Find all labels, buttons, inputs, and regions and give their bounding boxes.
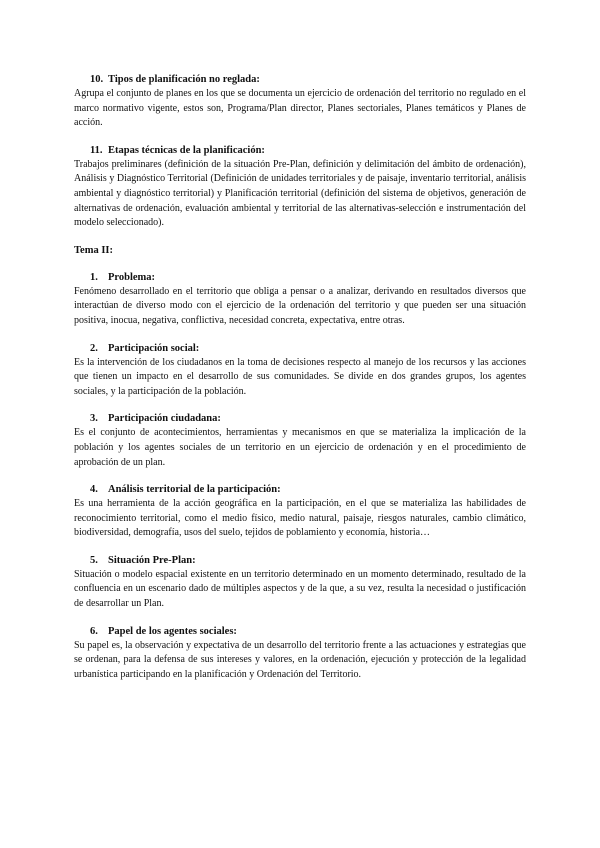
section-body: Es el conjunto de acontecimientos, herramientas y mecanismos en que se materializa la implicación de la población y los agentes sociales de un territorio en un ejercicio de ordenación y en el procedimiento de aprobación de un plan. <box>74 427 526 468</box>
section-number: 5. <box>90 554 98 566</box>
section-heading <box>74 341 526 356</box>
section-participacion-social <box>74 341 526 400</box>
section-title: Análisis territorial de la participación: <box>108 484 281 496</box>
section-problema <box>74 270 526 329</box>
section-body: Agrupa el conjunto de planes en los que se documenta un ejercicio de ordenación del territorio no regulado en el marco normativo vigente, estos son, Programa/Plan director, Planes sectoriales, Planes temáticos y Planes de acción. <box>74 88 526 129</box>
section-tipos-planificacion <box>74 72 526 131</box>
section-number: 4. <box>90 484 98 496</box>
section-body: Trabajos preliminares (definición de la situación Pre-Plan, definición y delimitación del ámbito de ordenación), Análisis y Diagnóstico Territorial (Definición de unidades territoriales y de paisaje, inventario territorial, análisis ambiental y diagnóstico territorial) y Planificación territorial (definición del sistema de objetivos, generación de alternativas de ordenación, evaluación ambiental y territorial de las alternativas-selección e instrumentación del modelo seleccionado). <box>74 158 526 229</box>
section-title: Etapas técnicas de la planificación: <box>108 144 265 156</box>
section-body: Su papel es, la observación y expectativa de un desarrollo del territorio frente a las actuaciones y estrategias que se ordenan, para la defensa de sus intereses y valores, en la ordenación, ejecución y protección de la legalidad urbanística participando en la planificación y Ordenación del Territorio. <box>74 639 526 680</box>
section-heading <box>74 72 526 87</box>
section-number: 11. <box>90 144 103 156</box>
section-number: 3. <box>90 413 98 425</box>
section-body: Fenómeno desarrollado en el territorio que obliga a pensar o a analizar, derivando en resultados diversos que interactúan de diverso modo con el ejercicio de la ordenación del territorio y que pueden ser una situación positiva, inocua, negativa, conflictiva, necesidad concreta, expectativa, entre otras. <box>74 285 526 326</box>
section-heading <box>74 624 526 639</box>
document-page <box>74 72 526 694</box>
section-papel-agentes <box>74 624 526 683</box>
section-title: Participación social: <box>108 342 200 354</box>
section-heading <box>74 143 526 158</box>
section-heading <box>74 553 526 568</box>
section-title: Situación Pre-Plan: <box>108 554 196 566</box>
section-heading <box>74 270 526 285</box>
section-body: Situación o modelo espacial existente en un territorio determinado en un momento determinado, resultado de la confluencia en un escenario dado de múltiples aspectos y de la que, a su vez, resulta la necesidad o justificación de desarrollar un Plan. <box>74 568 526 610</box>
section-title: Papel de los agentes sociales: <box>108 625 237 637</box>
section-title: Problema: <box>108 271 156 283</box>
section-number: 10. <box>90 74 104 85</box>
tema-heading: Tema II: <box>74 244 113 256</box>
section-body: Es la intervención de los ciudadanos en la toma de decisiones respecto al manejo de los recursos y las acciones que tienen un impacto en el desarrollo de sus comunidades. Se divide en dos grandes grupos, los agentes sociales, y la participación de la población. <box>74 356 526 397</box>
section-etapas-tecnicas <box>74 143 526 231</box>
section-number: 6. <box>90 625 98 637</box>
section-analisis-territorial <box>74 482 526 541</box>
section-heading <box>74 411 526 426</box>
section-body: Es una herramienta de la acción geográfica en la participación, en el que se materializa las habilidades de reconocimiento territorial, como el medio físico, medio natural, paisaje, riesgos naturales, cambio climático, biodiversidad, demografía, usos del suelo, tejidos de poblamiento y economía, historia… <box>74 498 526 539</box>
section-number: 2. <box>90 342 98 354</box>
section-title: Participación ciudadana: <box>108 413 221 425</box>
section-participacion-ciudadana <box>74 411 526 470</box>
section-title: Tipos de planificación no reglada: <box>108 74 260 85</box>
section-heading <box>74 482 526 497</box>
section-number: 1. <box>90 271 98 283</box>
section-situacion-pre-plan <box>74 553 526 612</box>
